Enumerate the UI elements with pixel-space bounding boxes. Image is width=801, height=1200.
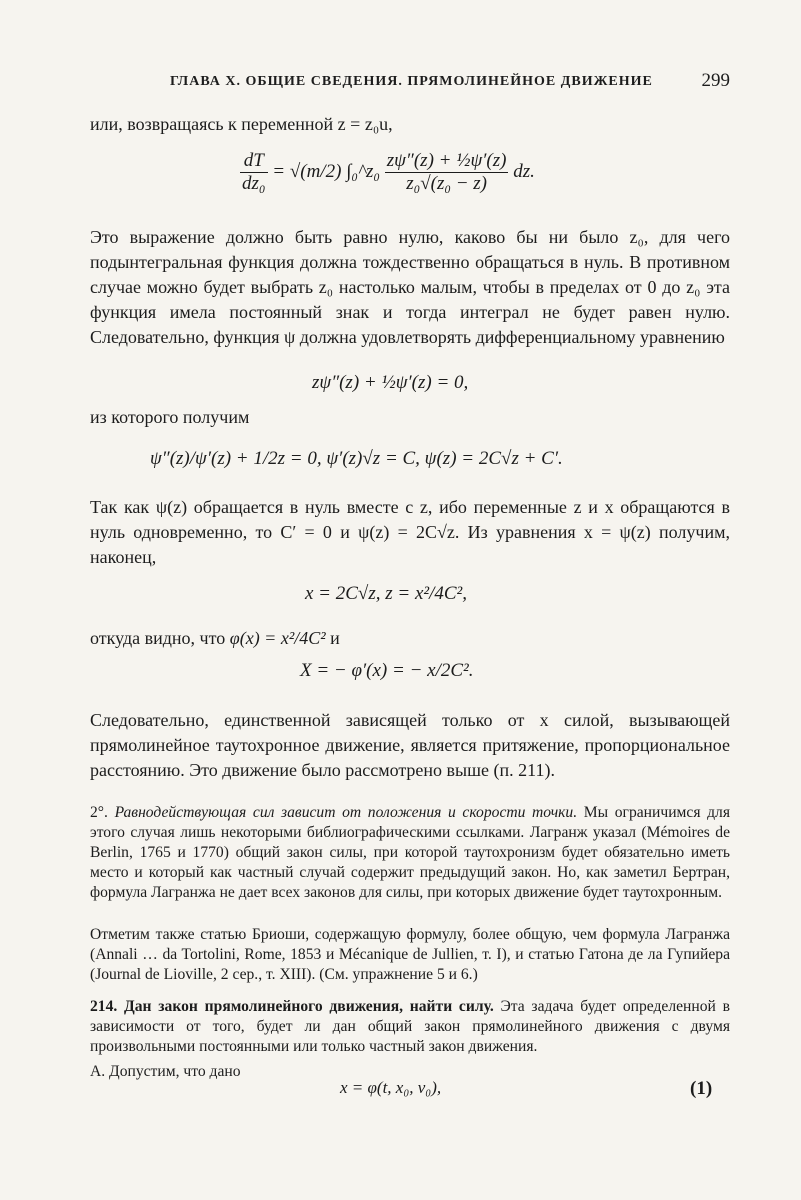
paragraph-9: 214. Дан закон прямолинейного движения, найти силу. Эта задача будет определенной в зависимости от того, будет ли дан общий закон прямолинейного движения с двумя произвольными постоянными или только частный закон движения.: [90, 998, 730, 1055]
integral-dz: dz.: [513, 160, 535, 182]
paragraph-2: Это выражение должно быть равно нулю, каково бы ни было z₀, для чего подынтегральная функция должна тождественно обращаться в нуль. В противном случае можно будет выбрать z₀ настолько малым, чтобы в пределах от 0 до z₀ эта функция имела постоянный знак и тогда интеграл не будет равен нулю. Следовательно, функция ψ должна удовлетворять дифференциальному уравнению: [90, 227, 730, 347]
paragraph-7: 2°. Равнодействующая сил зависит от положения и скорости точки. Мы ограничимся для этого случая лишь некоторыми библиографическими ссылками. Лагранж указал (Mémoires de Berlin, 1765 и 1770) общий закон силы, при которой таутохронизм будет обязательно иметь место и который как частный случай содержит предыдущий закон. Но, как заметил Бертран, формула Лагранжа не дает всех законов для силы, при которых движение будет таутохронным.: [90, 804, 731, 901]
paragraph-3: из которого получим: [90, 407, 250, 427]
item-marker: 2°.: [90, 804, 108, 821]
paragraph-4: Так как ψ(z) обращается в нуль вместе с z, ибо переменные z и x обращаются в нуль одновременно, то C′ = 0 и ψ(z) = 2C√z. Из уравнения x = ψ(z) получим, наконец,: [90, 497, 730, 567]
equation-ode: zψ″(z) + ½ψ′(z) = 0,: [312, 372, 469, 393]
equation-phi: φ(x) = x²/4C²: [229, 628, 326, 648]
running-header: [170, 70, 730, 94]
fraction-lhs: $\frac{dT}{\text{dz₀}}$: [242, 150, 266, 194]
section-heading: 214. Дан закон прямолинейного движения, найти силу.: [90, 998, 494, 1015]
equation-force: X = − φ′(x) = − x/2C².: [300, 660, 474, 681]
paragraph-8: Отметим также статью Бриоши, содержащую формулу, более общую, чем формула Лагранжа (Annali … da Tortolini, Rome, 1853 и Mécanique de Jullien, т. I), и статью Гатона де ла Гупийера (Journal de Lioville, 2 сер., т. XIII). (См. упражнение 5 и 6.): [90, 926, 730, 983]
chapter-title: ГЛАВА X. ОБЩИЕ СВЕДЕНИЯ. ПРЯМОЛИНЕЙНОЕ ДВИЖЕНИЕ: [170, 74, 653, 89]
equation-solution-chain: ψ″(z)/ψ′(z) + 1/2z = 0, ψ′(z)√z = C, ψ(z) = 2C√z + C′.: [150, 448, 563, 469]
equation-number: (1): [690, 1078, 713, 1099]
subsection-title: Равнодействующая сил зависит от положения и скорости точки.: [114, 804, 578, 821]
equation-motion-law: x = φ(t, x₀, v₀),: [340, 1078, 442, 1097]
paragraph-5: откуда видно, что φ(x) = x²/4C² и: [90, 628, 340, 648]
fraction-integrand: $\frac{\text{zψ″(z) + ½ψ′(z)}}{\text{z₀√(z₀ − z)}}$: [386, 150, 507, 194]
page-number: 299: [701, 70, 730, 91]
paragraph-6: Следовательно, единственной зависящей только от x силой, вызывающей прямолинейное таутохронное движение, является притяжение, пропорциональное расстоянию. Это движение было рассмотрено выше (п. 211).: [90, 710, 730, 780]
equation-x-z: x = 2C√z, z = x²/4C²,: [305, 583, 467, 604]
paragraph-1: или, возвращаясь к переменной z = z₀u,: [90, 114, 393, 134]
paragraph-10: А. Допустим, что дано: [90, 1063, 241, 1080]
equation-dT-dz0: [240, 150, 535, 195]
integral-prefix: = √(m/2) ∫₀^z₀: [272, 160, 380, 182]
